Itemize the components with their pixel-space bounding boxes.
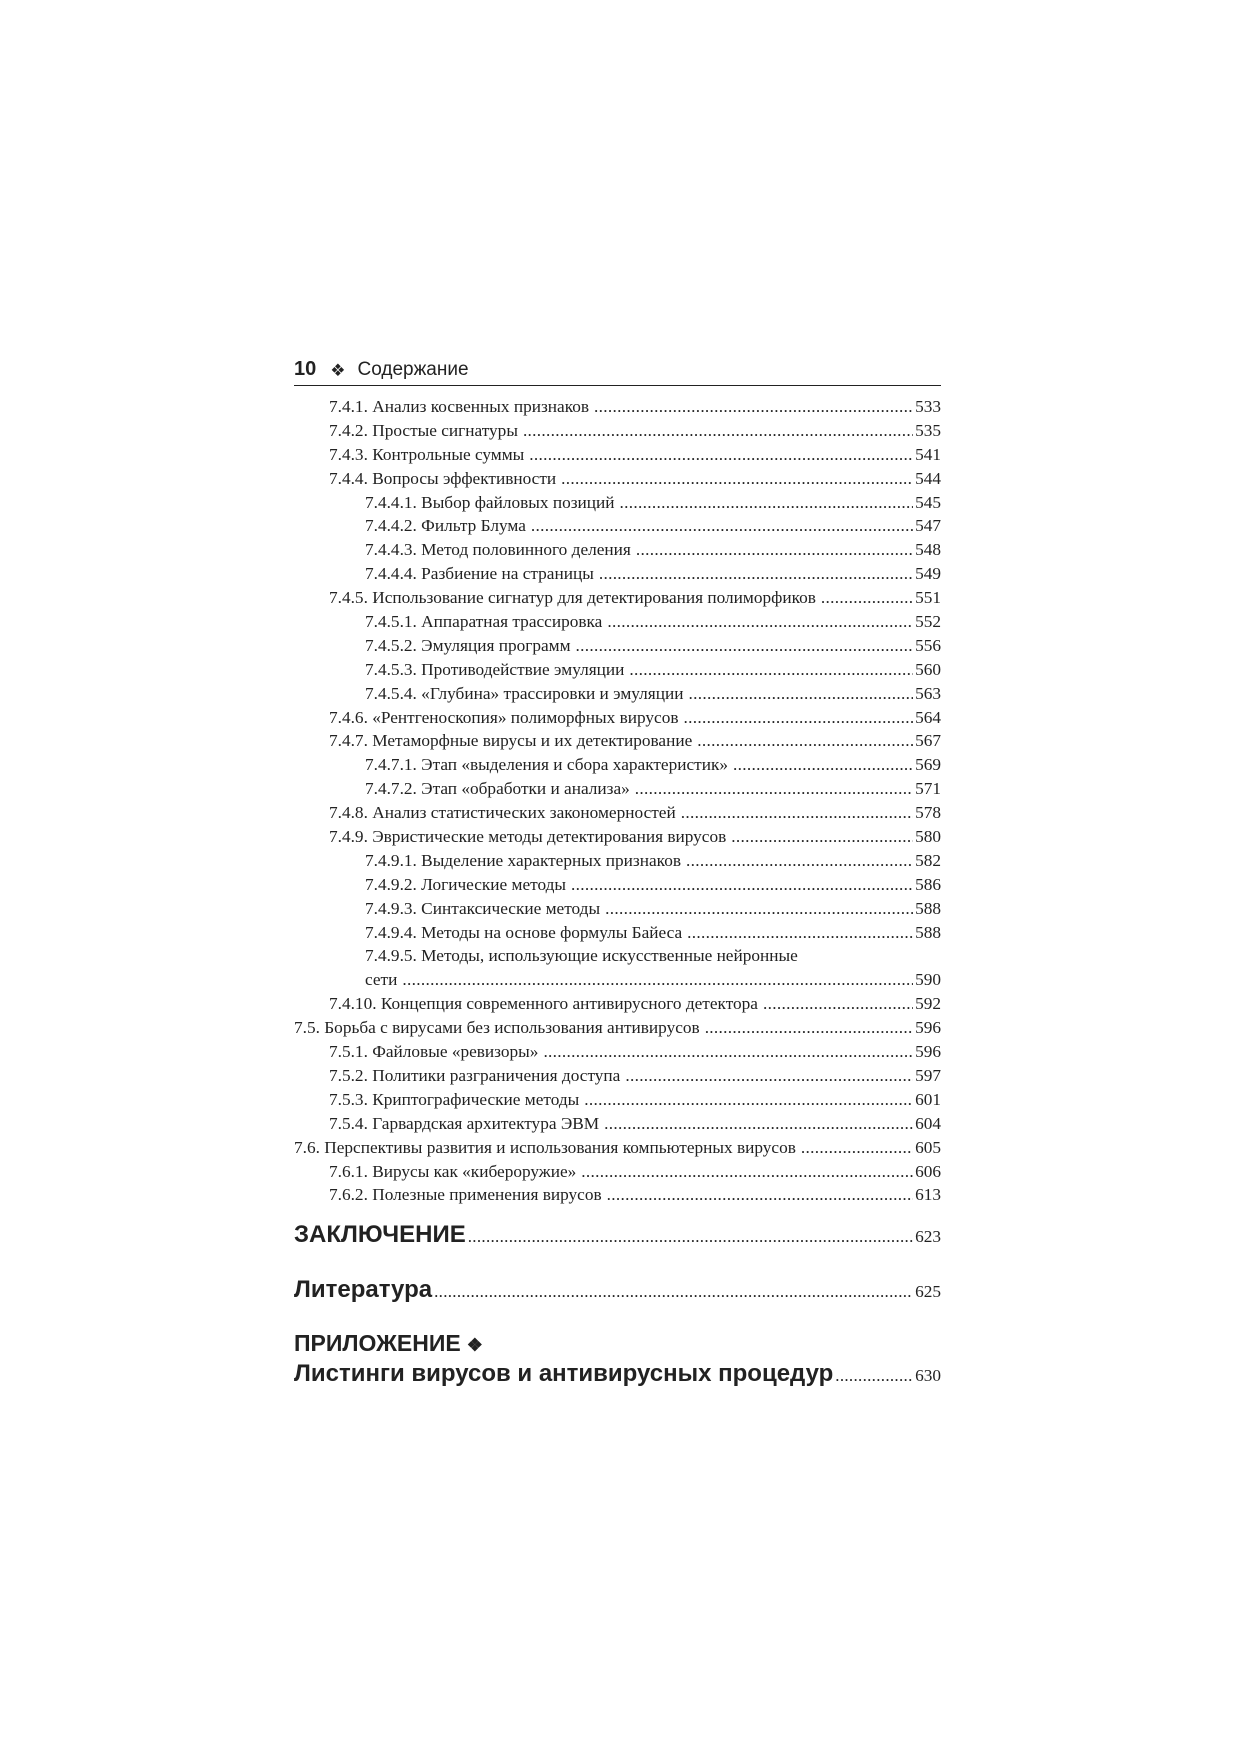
toc-entry: 7.4.9.2. Логические методы ..... 586 bbox=[294, 873, 941, 897]
toc-entry: 7.4.1. Анализ косвенных признаков ..... 533 bbox=[294, 395, 941, 419]
toc-entry: 7.4.6. «Рентгеноскопия» полиморфных вирусов ..... 564 bbox=[294, 706, 941, 730]
toc-entry: 7.5.4. Гарвардская архитектура ЭВМ ..... 604 bbox=[294, 1112, 941, 1136]
toc-entry: 7.4.10. Концепция современного антивирусного детектора ..... 592 bbox=[294, 992, 941, 1016]
toc-entry: 7.4.9. Эвристические методы детектирования вирусов ..... 580 bbox=[294, 825, 941, 849]
toc-entry: 7.4.5.2. Эмуляция программ ..... 556 bbox=[294, 634, 941, 658]
toc-entry: 7.4.7.2. Этап «обработки и анализа» ..... 571 bbox=[294, 777, 941, 801]
toc-entry: 7.4.4.1. Выбор файловых позиций ..... 545 bbox=[294, 491, 941, 515]
ornament-icon: ❖ bbox=[466, 1335, 483, 1355]
toc-entry: 7.4.3. Контрольные суммы ..... 541 bbox=[294, 443, 941, 467]
running-head-title: Содержание bbox=[357, 359, 469, 380]
toc-entry: 7.4.5. Использование сигнатур для детектирования полиморфиков ..... 551 bbox=[294, 586, 941, 610]
toc-entry: 7.4.2. Простые сигнатуры ..... 535 bbox=[294, 419, 941, 443]
toc-entry: 7.4.7.1. Этап «выделения и сбора характеристик» ..... 569 bbox=[294, 753, 941, 777]
toc-entry: 7.5.1. Файловые «ревизоры» ..... 596 bbox=[294, 1040, 941, 1064]
toc-entry: 7.4.5.3. Противодействие эмуляции ..... 560 bbox=[294, 658, 941, 682]
toc-entry: 7.4.4.2. Фильтр Блума ..... 547 bbox=[294, 514, 941, 538]
toc-entry: 7.4.7. Метаморфные вирусы и их детектирование ..... 567 bbox=[294, 729, 941, 753]
toc-major-conclusion: ЗАКЛЮЧЕНИЕ ..... 623 bbox=[294, 1221, 941, 1249]
toc-entry-wrapped: 7.4.9.5. Методы, использующие искусственные нейронные bbox=[365, 946, 798, 966]
toc-entry: 7.4.9.1. Выделение характерных признаков ..... 582 bbox=[294, 849, 941, 873]
toc-entry: 7.6.1. Вирусы как «кибероружие» ..... 606 bbox=[294, 1160, 941, 1184]
toc-entry: 7.4.9.4. Методы на основе формулы Байеса ..... 588 bbox=[294, 921, 941, 945]
toc-major-appendix: Листинги вирусов и антивирусных процедур ..... 630 bbox=[294, 1360, 941, 1388]
toc-entry: 7.4.8. Анализ статистических закономерностей ..... 578 bbox=[294, 801, 941, 825]
toc-entry: 7.4.4. Вопросы эффективности ..... 544 bbox=[294, 467, 941, 491]
toc-list bbox=[294, 395, 941, 1207]
toc-entry: 7.5.2. Политики разграничения доступа ..... 597 bbox=[294, 1064, 941, 1088]
toc-entry-continuation: сети ..... 590 bbox=[294, 968, 941, 992]
toc-entry: 7.4.5.4. «Глубина» трассировки и эмуляции ..... 563 bbox=[294, 682, 941, 706]
page-number: 10 bbox=[294, 358, 317, 380]
running-head bbox=[294, 354, 941, 386]
appendix-title: ПРИЛОЖЕНИЕ ❖ bbox=[294, 1330, 483, 1356]
toc-entry: 7.5.3. Криптографические методы ..... 601 bbox=[294, 1088, 941, 1112]
toc-major-literature: Литература ..... 625 bbox=[294, 1276, 941, 1304]
toc-entry: 7.6.2. Полезные применения вирусов ..... 613 bbox=[294, 1183, 941, 1207]
ornament-icon: ❖ bbox=[330, 361, 346, 380]
toc-entry: 7.4.9.3. Синтаксические методы ..... 588 bbox=[294, 897, 941, 921]
toc-entry: 7.6. Перспективы развития и использования компьютерных вирусов ..... 605 bbox=[294, 1136, 941, 1160]
toc-entry: 7.4.5.1. Аппаратная трассировка ..... 552 bbox=[294, 610, 941, 634]
toc-entry: 7.4.4.3. Метод половинного деления ..... 548 bbox=[294, 538, 941, 562]
toc-entry: 7.5. Борьба с вирусами без использования антивирусов ..... 596 bbox=[294, 1016, 941, 1040]
toc-entry: 7.4.4.4. Разбиение на страницы ..... 549 bbox=[294, 562, 941, 586]
